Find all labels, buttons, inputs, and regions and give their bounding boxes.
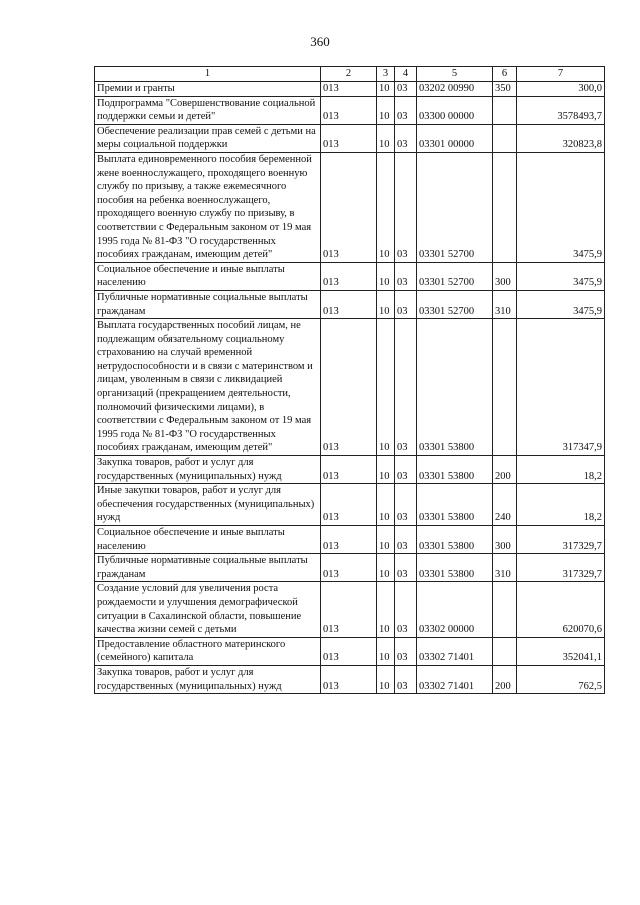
target-code-cell: 03301 00000: [417, 124, 493, 152]
ministry-code-cell: 013: [321, 582, 377, 637]
section-code-cell: 10: [377, 262, 395, 290]
ministry-code-cell: 013: [321, 554, 377, 582]
section-code-cell: 10: [377, 582, 395, 637]
expense-type-code-cell: [493, 637, 517, 665]
amount-cell: 317329,7: [517, 554, 605, 582]
subsection-code-cell: 03: [395, 96, 417, 124]
section-code-cell: 10: [377, 96, 395, 124]
ministry-code-cell: 013: [321, 319, 377, 456]
subsection-code-cell: 03: [395, 582, 417, 637]
table-row: [95, 637, 605, 665]
subsection-code-cell: 03: [395, 526, 417, 554]
table-row: [95, 124, 605, 152]
table-row: [95, 152, 605, 262]
amount-cell: 317329,7: [517, 526, 605, 554]
subsection-code-cell: 03: [395, 637, 417, 665]
expense-type-code-cell: 300: [493, 526, 517, 554]
section-code-cell: 10: [377, 637, 395, 665]
ministry-code-cell: 013: [321, 82, 377, 97]
ministry-code-cell: 013: [321, 96, 377, 124]
ministry-code-cell: 013: [321, 290, 377, 318]
subsection-code-cell: 03: [395, 554, 417, 582]
header-row: [95, 67, 605, 82]
item-name-cell: Закупка товаров, работ и услуг для государственных (муниципальных) нужд: [95, 456, 321, 484]
amount-cell: 320823,8: [517, 124, 605, 152]
section-code-cell: 10: [377, 484, 395, 526]
item-name-cell: Иные закупки товаров, работ и услуг для обеспечения государственных (муниципальных) нужд: [95, 484, 321, 526]
target-code-cell: 03301 53800: [417, 319, 493, 456]
item-name-cell: Предоставление областного материнского (семейного) капитала: [95, 637, 321, 665]
item-name-cell: Социальное обеспечение и иные выплаты населению: [95, 526, 321, 554]
table-row: [95, 456, 605, 484]
column-header-1: 1: [95, 67, 321, 82]
ministry-code-cell: 013: [321, 526, 377, 554]
ministry-code-cell: 013: [321, 456, 377, 484]
expense-type-code-cell: [493, 124, 517, 152]
column-header-7: 7: [517, 67, 605, 82]
item-name-cell: Создание условий для увеличения роста рождаемости и улучшения демографической ситуации в Сахалинской области, повышение качества жизни семей с детьми: [95, 582, 321, 637]
table-row: [95, 96, 605, 124]
item-name-cell: Подпрограмма "Совершенствование социальной поддержки семьи и детей": [95, 96, 321, 124]
ministry-code-cell: 013: [321, 262, 377, 290]
expense-type-code-cell: 350: [493, 82, 517, 97]
amount-cell: 352041,1: [517, 637, 605, 665]
section-code-cell: 10: [377, 290, 395, 318]
item-name-cell: Премии и гранты: [95, 82, 321, 97]
amount-cell: 300,0: [517, 82, 605, 97]
item-name-cell: Выплата государственных пособий лицам, не подлежащим обязательному социальному страхованию на случай временной нетрудоспособности и в связи с материнством и лицам, уволенным в связи с ликвидацией организаций (прекращением деятельности, полномочий физическими лицами), в соответствии с Федеральным законом от 19 мая 1995 года № 81-ФЗ "О государственных пособиях гражданам, имеющим детей": [95, 319, 321, 456]
amount-cell: 620070,6: [517, 582, 605, 637]
table-row: [95, 484, 605, 526]
table-row: [95, 319, 605, 456]
item-name-cell: Закупка товаров, работ и услуг для государственных (муниципальных) нужд: [95, 665, 321, 693]
amount-cell: 18,2: [517, 456, 605, 484]
table-body: [95, 82, 605, 694]
subsection-code-cell: 03: [395, 290, 417, 318]
page-number: 360: [310, 34, 330, 49]
subsection-code-cell: 03: [395, 124, 417, 152]
ministry-code-cell: 013: [321, 484, 377, 526]
amount-cell: 3475,9: [517, 262, 605, 290]
section-code-cell: 10: [377, 82, 395, 97]
column-header-3: 3: [377, 67, 395, 82]
section-code-cell: 10: [377, 319, 395, 456]
amount-cell: 317347,9: [517, 319, 605, 456]
budget-table: [94, 66, 605, 694]
ministry-code-cell: 013: [321, 637, 377, 665]
table-row: [95, 290, 605, 318]
expense-type-code-cell: [493, 96, 517, 124]
target-code-cell: 03301 53800: [417, 456, 493, 484]
target-code-cell: 03301 53800: [417, 484, 493, 526]
amount-cell: 3475,9: [517, 290, 605, 318]
target-code-cell: 03300 00000: [417, 96, 493, 124]
table-row: [95, 554, 605, 582]
expense-type-code-cell: 310: [493, 554, 517, 582]
amount-cell: 3475,9: [517, 152, 605, 262]
target-code-cell: 03301 53800: [417, 554, 493, 582]
target-code-cell: 03302 71401: [417, 637, 493, 665]
column-header-4: 4: [395, 67, 417, 82]
table-row: [95, 665, 605, 693]
ministry-code-cell: 013: [321, 665, 377, 693]
target-code-cell: 03301 52700: [417, 262, 493, 290]
section-code-cell: 10: [377, 456, 395, 484]
item-name-cell: Публичные нормативные социальные выплаты гражданам: [95, 554, 321, 582]
expense-type-code-cell: 310: [493, 290, 517, 318]
subsection-code-cell: 03: [395, 262, 417, 290]
expense-type-code-cell: 200: [493, 456, 517, 484]
item-name-cell: Выплата единовременного пособия беременной жене военнослужащего, проходящего военную службу по призыву, а также ежемесячного пособия на ребенка военнослужащего, проходящего военную службу по призыву, в соответствии с Федеральным законом от 19 мая 1995 года № 81-ФЗ "О государственных пособиях гражданам, имеющим детей": [95, 152, 321, 262]
expense-type-code-cell: 240: [493, 484, 517, 526]
table-row: [95, 526, 605, 554]
subsection-code-cell: 03: [395, 152, 417, 262]
amount-cell: 18,2: [517, 484, 605, 526]
subsection-code-cell: 03: [395, 456, 417, 484]
target-code-cell: 03301 53800: [417, 526, 493, 554]
section-code-cell: 10: [377, 152, 395, 262]
subsection-code-cell: 03: [395, 319, 417, 456]
amount-cell: 3578493,7: [517, 96, 605, 124]
expense-type-code-cell: [493, 582, 517, 637]
item-name-cell: Публичные нормативные социальные выплаты гражданам: [95, 290, 321, 318]
target-code-cell: 03202 00990: [417, 82, 493, 97]
item-name-cell: Обеспечение реализации прав семей с детьми на меры социальной поддержки: [95, 124, 321, 152]
expense-type-code-cell: [493, 319, 517, 456]
ministry-code-cell: 013: [321, 124, 377, 152]
table-row: [95, 582, 605, 637]
column-header-6: 6: [493, 67, 517, 82]
expense-type-code-cell: 300: [493, 262, 517, 290]
column-header-5: 5: [417, 67, 493, 82]
table-row: [95, 82, 605, 97]
subsection-code-cell: 03: [395, 665, 417, 693]
amount-cell: 762,5: [517, 665, 605, 693]
target-code-cell: 03301 52700: [417, 290, 493, 318]
ministry-code-cell: 013: [321, 152, 377, 262]
section-code-cell: 10: [377, 124, 395, 152]
section-code-cell: 10: [377, 665, 395, 693]
target-code-cell: 03301 52700: [417, 152, 493, 262]
table-row: [95, 262, 605, 290]
subsection-code-cell: 03: [395, 82, 417, 97]
item-name-cell: Социальное обеспечение и иные выплаты населению: [95, 262, 321, 290]
expense-type-code-cell: 200: [493, 665, 517, 693]
expense-type-code-cell: [493, 152, 517, 262]
section-code-cell: 10: [377, 526, 395, 554]
column-header-2: 2: [321, 67, 377, 82]
section-code-cell: 10: [377, 554, 395, 582]
subsection-code-cell: 03: [395, 484, 417, 526]
target-code-cell: 03302 71401: [417, 665, 493, 693]
target-code-cell: 03302 00000: [417, 582, 493, 637]
